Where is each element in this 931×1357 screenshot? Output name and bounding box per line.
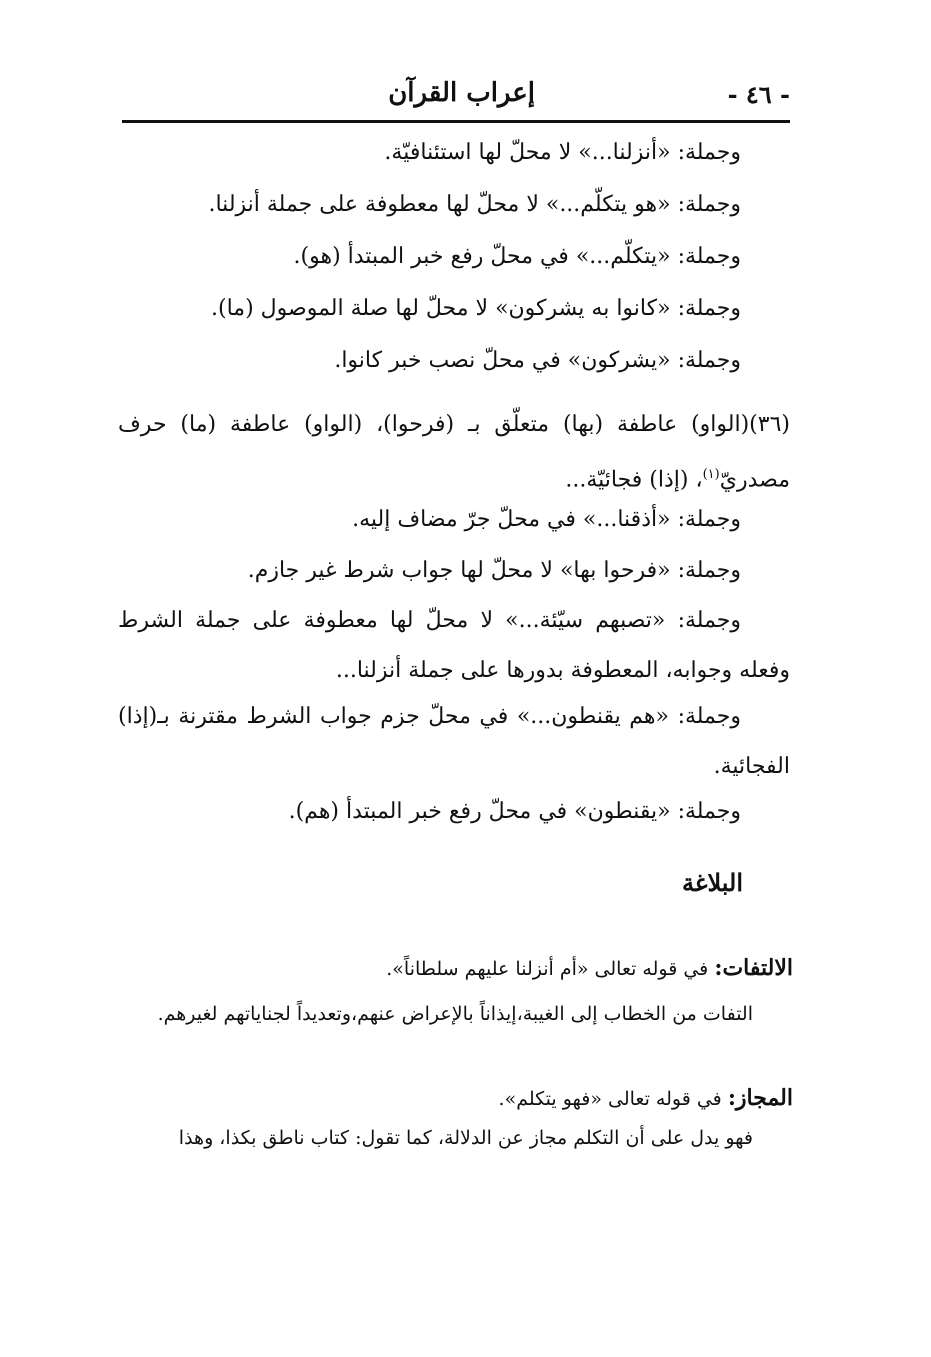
line-text: «هو يتكلّم...» لا محلّ لها معطوفة على جملة أنزلنا. xyxy=(208,192,671,217)
iltifat-intro: في قوله تعالى «أم أنزلنا عليهم سلطاناً». xyxy=(386,958,709,980)
majaz-line xyxy=(499,1085,793,1112)
line-label: وجملة: xyxy=(677,140,741,165)
irab-paragraph-tusibhum xyxy=(118,596,790,696)
irab-line-7 xyxy=(248,556,741,586)
irab-line-2 xyxy=(208,190,741,220)
line-text: «يشركون» في محلّ نصب خبر كانوا. xyxy=(334,348,671,373)
line-text: «يتكلّم...» في محلّ رفع خبر المبتدأ (هو). xyxy=(293,244,671,269)
majaz-body xyxy=(179,1125,753,1151)
verse-36-paragraph xyxy=(118,400,790,505)
line-text: «يقنطون» في محلّ رفع خبر المبتدأ (هم). xyxy=(288,799,671,824)
line-text: «أذقنا...» في محلّ جرّ مضاف إليه. xyxy=(352,507,671,532)
line-label: وجملة: xyxy=(677,192,741,217)
verse-36-text-after: ، (إذا) فجائيّة... xyxy=(565,467,703,493)
irab-paragraph-hum xyxy=(118,692,790,792)
irab-line-4 xyxy=(211,294,741,324)
line-text: «هم يقنطون...» في محلّ جزم جواب الشرط مقترنة بـ(إذا) الفجائية. xyxy=(118,704,790,779)
page-number: - ٤٦ - xyxy=(727,80,790,109)
line-label: وجملة: xyxy=(677,296,741,321)
line-label: وجملة: xyxy=(677,799,741,824)
majaz-body-text: فهو يدل على أن التكلم مجاز عن الدلالة، كما تقول: كتاب ناطق بكذا، وهذا xyxy=(178,1127,753,1149)
line-label: وجملة: xyxy=(677,558,741,583)
page-header xyxy=(122,72,790,122)
verse-36-text: (٣٦)(الواو) عاطفة (بها) متعلّق بـ (فرحوا)، (الواو) عاطفة (ما) حرف مصدريّ xyxy=(118,412,790,493)
footnote-marker: (١) xyxy=(702,467,720,482)
line-text: «كانوا به يشركون» لا محلّ لها صلة الموصول (ما). xyxy=(211,296,671,321)
section-heading-balagha: البلاغة xyxy=(682,868,743,897)
iltifat-body xyxy=(108,992,753,1036)
iltifat-line xyxy=(386,955,793,982)
iltifat-term: الالتفات: xyxy=(714,955,793,981)
majaz-term: المجاز: xyxy=(727,1085,793,1111)
line-label: وجملة: xyxy=(677,704,741,729)
line-label: وجملة: xyxy=(677,507,741,532)
header-divider xyxy=(122,120,790,123)
line-label: وجملة: xyxy=(677,244,741,269)
line-text: «أنزلنا...» لا محلّ لها استئنافيّة. xyxy=(384,140,671,165)
irab-line-5 xyxy=(334,346,741,376)
majaz-intro: في قوله تعالى «فهو يتكلم». xyxy=(498,1088,722,1110)
irab-line-1 xyxy=(384,138,741,168)
line-label: وجملة: xyxy=(677,608,742,633)
line-label: وجملة: xyxy=(677,348,741,373)
irab-line-6 xyxy=(352,505,741,535)
irab-line-8 xyxy=(289,797,741,827)
book-title: إعراب القرآن xyxy=(388,78,535,108)
irab-line-3 xyxy=(294,242,741,272)
line-text: «تصبهم سيّئة...» لا محلّ لها معطوفة على جملة الشرط وفعله وجوابه، المعطوفة بدورها على جملة أنزلنا... xyxy=(118,608,790,683)
line-text: «فرحوا بها» لا محلّ لها جواب شرط غير جازم. xyxy=(247,558,671,583)
iltifat-body-text: التفات من الخطاب إلى الغيبة،إيذاناً بالإعراض عنهم،وتعديداً لجناياتهم لغيرهم. xyxy=(157,1003,753,1025)
